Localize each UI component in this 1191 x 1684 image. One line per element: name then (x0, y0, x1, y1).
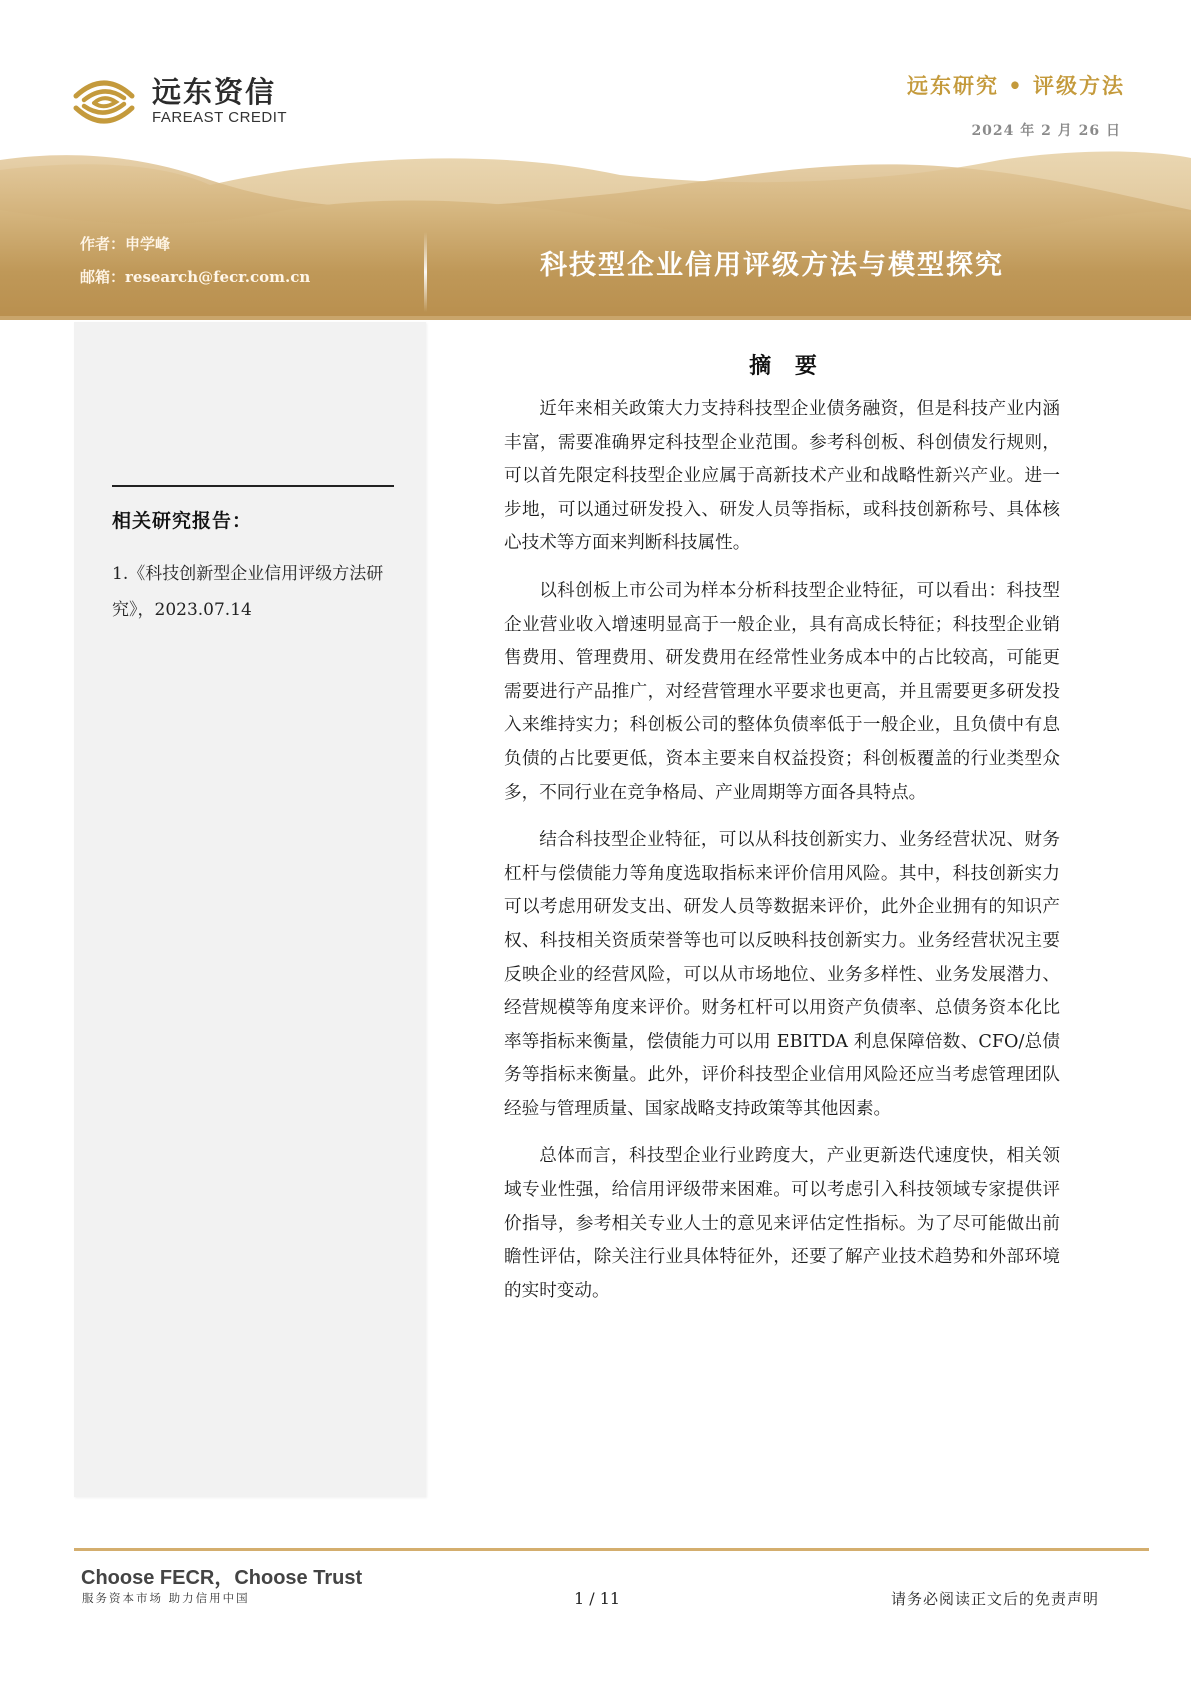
disclaimer-note: 请务必阅读正文后的免责声明 (890, 1590, 1099, 1608)
report-date: 2024 年 2 月 26 日 (971, 123, 1121, 139)
brand-name-cn: 远东资信 (152, 75, 277, 109)
brand-logo (70, 74, 287, 130)
page-number: 1 / 11 (574, 1589, 621, 1608)
abstract-paragraph: 近年来相关政策大力支持科技型企业债务融资，但是科技产业内涵丰富，需要准确界定科技型企业范围。参考科创板、科创债发行规则，可以首先限定科技型企业应属于高新技术产业和战略性新兴产业。进一步地，可以通过研发投入、研发人员等指标，或科技创新称号、具体核心技术等方面来判断科技属性。 (504, 399, 1060, 554)
related-reports-heading: 相关研究报告： (112, 510, 253, 532)
abstract-paragraph: 总体而言，科技型企业行业跨度大，产业更新迭代速度快，相关领域专业性强，给信用评级带来困难。可以考虑引入科技领域专家提供评价指导，参考相关专业人士的意见来评估定性指标。为了尽可能做出前瞻性评估，除关注行业具体特征外，还要了解产业技术趋势和外部环境的实时变动。 (504, 1146, 1060, 1301)
footer-slogan-cn: 服务资本市场 助力信用中国 (82, 1591, 250, 1605)
dune-background-graphic (0, 150, 1191, 320)
document-title: 科技型企业信用评级方法与模型探究 (540, 250, 1004, 281)
abstract-body (504, 393, 1060, 1322)
abstract-paragraph: 以科创板上市公司为样本分析科技型企业特征，可以看出：科技型企业营业收入增速明显高于一般企业，具有高成长特征；科技型企业销售费用、管理费用、研发费用在经常性业务成本中的占比较高，可能更需要进行产品推广，对经营管理水平要求也更高，并且需要更多研发投入来维持实力；科创板公司的整体负债率低于一般企业，且负债中有息负债的占比要更低，资本主要来自权益投资；科创板覆盖的行业类型众多，不同行业在竞争格局、产业周期等方面各具特点。 (504, 580, 1060, 803)
abstract-title: 摘 要 (749, 353, 825, 379)
sidebar (74, 322, 426, 1497)
footer-slogan: Choose FECR，Choose Trust (81, 1567, 363, 1589)
abstract-paragraph: 结合科技型企业特征，可以从科技创新实力、业务经营状况、财务杠杆与偿债能力等角度选取指标来评价信用风险。其中，科技创新实力可以考虑用研发支出、研发人员等数据来评价，此外企业拥有的知识产权、科技相关资质荣誉等也可以反映科技创新实力。业务经营状况主要反映企业的经营风险，可以从市场地位、业务多样性、业务发展潜力、经营规模等角度来评价。财务杠杆可以用资产负债率、总债务资本化比率等指标来衡量，偿债能力可以用 EBITDA 利息保障倍数、CFO/总债务等指标来衡量。此外，评价科技型企业信用风险还应当考虑管理团队经验与管理质量、国家战略支持政策等其他因素。 (504, 830, 1060, 1119)
fareast-swirl-logo-icon (70, 74, 138, 130)
header-divider (424, 232, 427, 312)
author: 作者：申学峰 (80, 235, 171, 253)
header-band (0, 150, 1191, 320)
footer-divider (74, 1548, 1149, 1551)
sidebar-divider (112, 485, 394, 487)
related-report-link[interactable]: 1.《科技创新型企业信用评级方法研究》，2023.07.14 (112, 564, 384, 620)
report-series: 远东研究 • 评级方法 (906, 73, 1125, 98)
brand-name-en: FAREAST CREDIT (152, 109, 288, 126)
author-email[interactable]: 邮箱：research@fecr.com.cn (80, 268, 311, 286)
